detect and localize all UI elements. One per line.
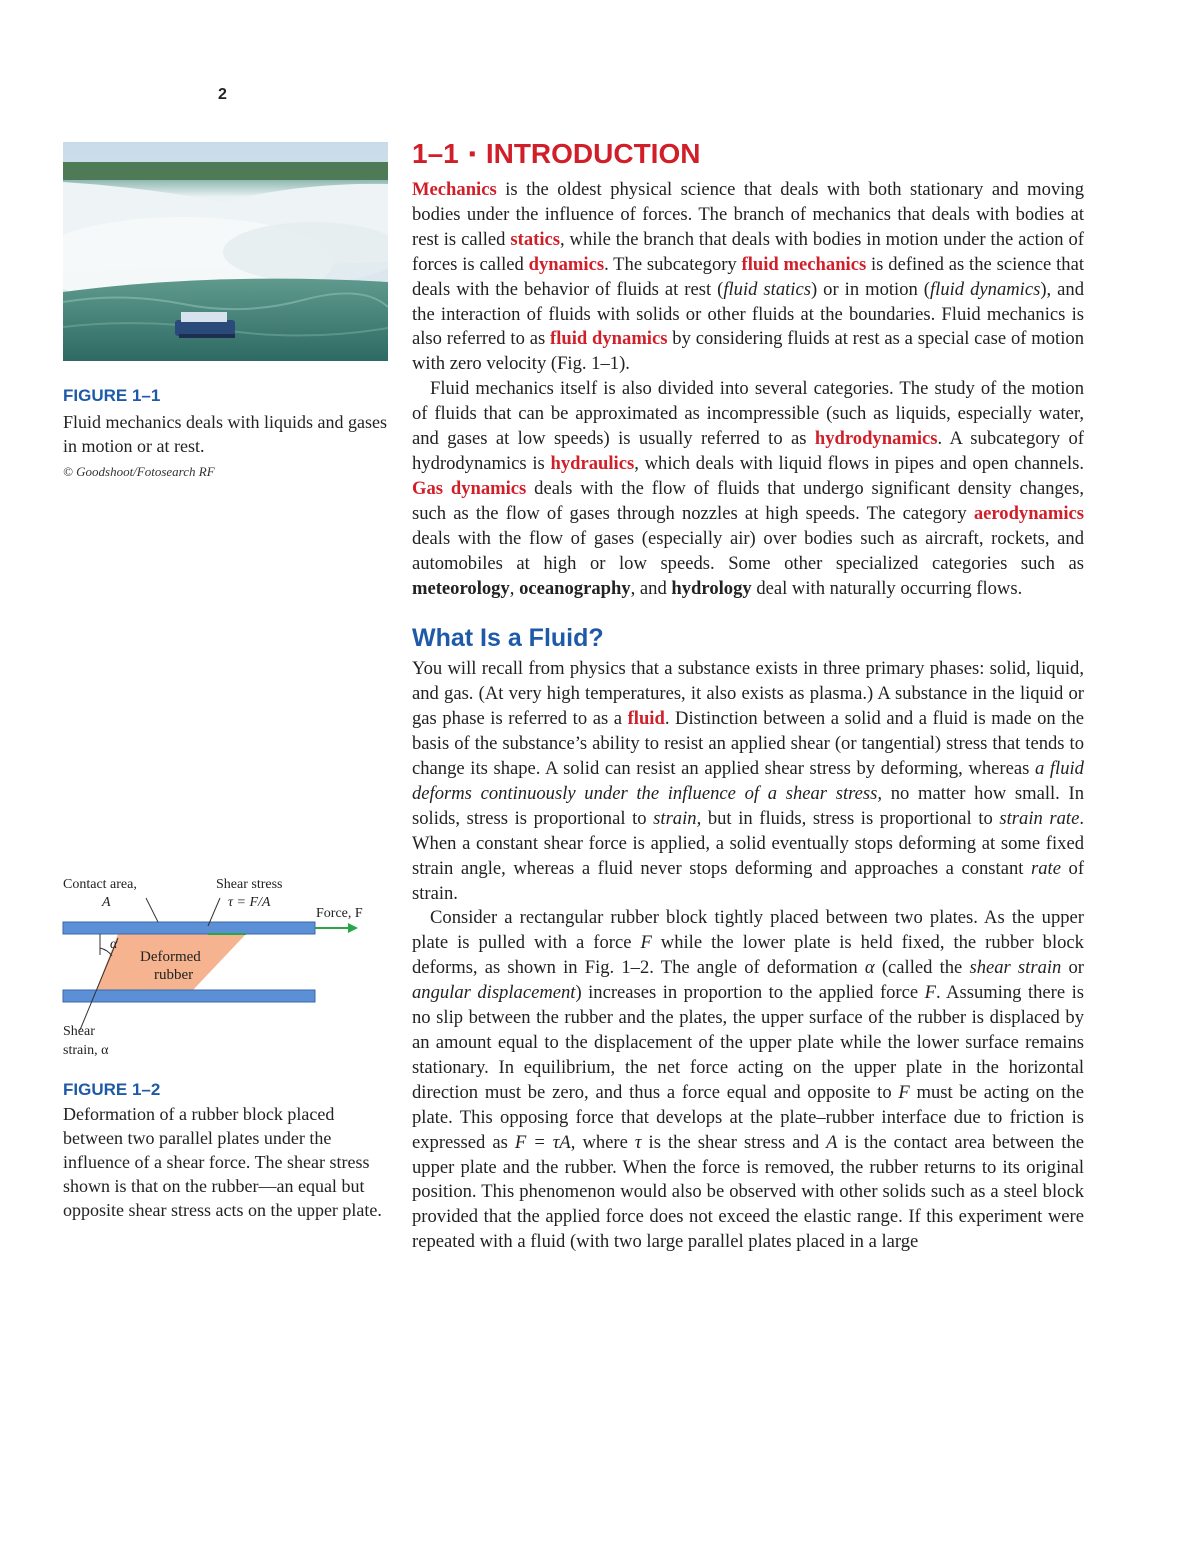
intro-paragraph-2: Fluid mechanics itself is also divided into several categories. The study of the motion of fluids that can be approximated as incompressible (such as liquids, especially water, and gases at low speeds) is usually referred to as hydrodynamics. A subcategory of hydrodynamics is hydraulics, which deals with liquid flows in pipes and open channels. Gas dynamics deals with the flow of fluids that undergo significant density changes, such as the flow of gases through nozzles at high speeds. The category aerodynamics deals with the flow of gases (especially air) over bodies such as aircraft, rockets, and automobiles at high or low speeds. Some other specialized categories such as meteorology, oceanography, and hydrology deal with naturally occurring flows. bbox=[412, 378, 1084, 599]
main-column bbox=[412, 136, 1084, 1255]
boat-icon bbox=[175, 312, 235, 338]
figure-1-1-label: FIGURE 1–1 bbox=[63, 386, 161, 405]
section-number: 1–1 bbox=[412, 138, 459, 169]
deformed-label: Deformed bbox=[140, 949, 201, 965]
fluid-paragraph-2: Consider a rectangular rubber block tightly placed between two plates. As the upper plate is pulled with a force F while the lower plate is held fixed, the rubber block deforms, as shown in Fig. 1–2. The angle of deformation α (called the shear strain or angular displacement) increases in proportion to the applied force F. Assuming there is no slip between the rubber and the plates, the upper surface of the rubber is displaced by an amount equal to the displacement of the upper plate while the lower surface remains stationary. In equilibrium, the net force acting on the upper plate in the horizontal direction must be zero, and thus a force equal and opposite to F must be acting on the plate. This opposing force that develops at the plate–rubber interface due to friction is expressed as F = τA, where τ is the shear stress and A is the contact area between the upper plate and the rubber. When the force is removed, the rubber returns to its original position. This phenomenon would also be observed with other solids such as a steel block provided that the applied force does not exceed the elastic range. If this experiment were repeated with a fluid (with two large parallel plates placed in a large bbox=[412, 907, 1084, 1253]
contact-area-symbol: A bbox=[102, 895, 111, 910]
shear-diagram bbox=[58, 870, 398, 1070]
waterfall-photo bbox=[63, 142, 388, 361]
figure-1-1-credit: © Goodshoot/Fotosearch RF bbox=[63, 464, 215, 479]
intro-paragraph-1: Mechanics is the oldest physical science that deals with both stationary and moving bodies under the influence of forces. The branch of mechanics that deals with bodies at rest is called statics, while the branch that deals with bodies in motion under the action of forces is called dynamics. The subcategory fluid mechanics is defined as the science that deals with the behavior of fluids at rest (fluid statics) or in motion (fluid dynamics), and the interaction of fluids with solids or other fluids at the boundaries. Fluid mechanics is also referred to as fluid dynamics by considering fluids at rest as a special case of motion with zero velocity (Fig. 1–1). bbox=[412, 179, 1085, 375]
shear-label: Shear bbox=[63, 1024, 95, 1039]
figure-1-2-caption: Deformation of a rubber block placed between two parallel plates under the influence of a shear force. The shear stress shown is that on the rubber—an equal but opposite shear stress acts on the upper plate. bbox=[63, 1104, 382, 1220]
rubber-block-diagram bbox=[58, 870, 398, 1070]
page-number: 2 bbox=[218, 86, 227, 103]
contact-area-label: Contact area, bbox=[63, 877, 137, 892]
alpha-label: α bbox=[110, 937, 118, 952]
upper-plate bbox=[63, 922, 315, 934]
section-heading bbox=[412, 136, 1084, 172]
force-label: Force, F bbox=[316, 906, 363, 921]
waterfall-image bbox=[63, 142, 388, 361]
rubber-label: rubber bbox=[154, 967, 194, 983]
figure-1-2-label: FIGURE 1–2 bbox=[63, 1080, 161, 1099]
shear-stress-label: Shear stress bbox=[216, 877, 283, 892]
section-separator: ▪ bbox=[468, 143, 476, 165]
strain-label: strain, α bbox=[63, 1043, 109, 1058]
subsection-heading: What Is a Fluid? bbox=[412, 624, 604, 653]
shear-stress-equation: τ = F/A bbox=[228, 895, 271, 910]
fluid-paragraph-1: You will recall from physics that a substance exists in three primary phases: solid, liquid, and gas. (At very high temperatures, it also exists as plasma.) A substance in the liquid or gas phase is referred to as a fluid. Distinction between a solid and a fluid is made on the basis of the substance’s ability to resist an applied shear (or tangential) stress that tends to change its shape. A solid can resist an applied shear stress by deforming, whereas a fluid deforms continuously under the influence of a shear stress, no matter how small. In solids, stress is proportional to strain, but in fluids, stress is proportional to strain rate. When a constant shear force is applied, a solid eventually stops deforming at some fixed strain angle, whereas a fluid never stops deforming and approaches a constant rate of strain. bbox=[412, 658, 1085, 904]
figure-1-1-caption: Fluid mechanics deals with liquids and gases in motion or at rest. bbox=[63, 412, 387, 456]
section-title: INTRODUCTION bbox=[485, 138, 701, 169]
lower-plate bbox=[63, 990, 315, 1002]
